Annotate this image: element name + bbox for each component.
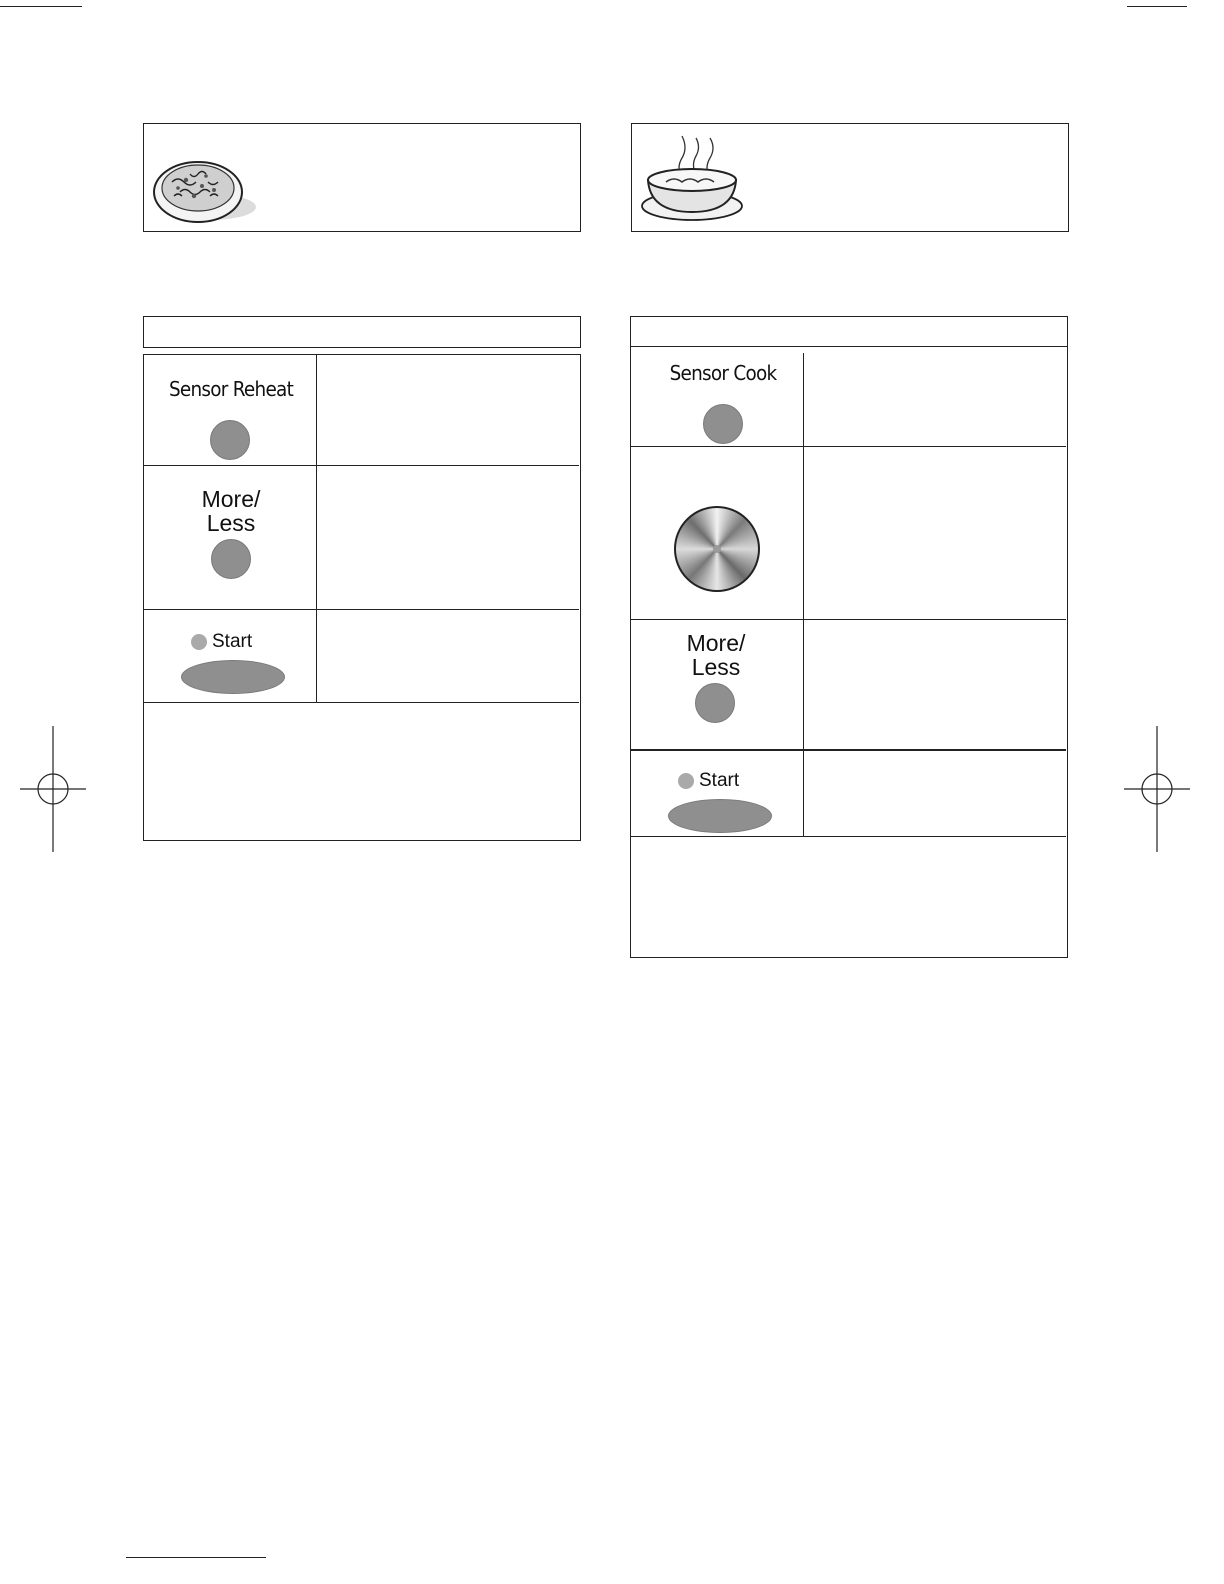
right-row-separator-2 <box>631 619 1066 620</box>
soup-bowl-icon <box>640 128 750 228</box>
left-row-separator-3 <box>144 702 579 703</box>
sensor-cook-button[interactable] <box>703 404 743 444</box>
more-less-button[interactable] <box>695 683 735 723</box>
left-illustration-box <box>143 123 581 232</box>
sensor-reheat-button[interactable] <box>210 420 250 460</box>
more-less-label: More/ Less <box>686 630 746 680</box>
right-steps-table <box>630 346 1068 958</box>
right-table-header <box>630 316 1068 348</box>
right-table-divider <box>803 353 804 836</box>
crop-mark-bottom <box>126 1557 266 1558</box>
plate-of-food-icon <box>150 152 260 226</box>
start-label-row <box>191 631 252 653</box>
start-button[interactable] <box>668 799 772 833</box>
right-row-separator-1 <box>631 446 1066 447</box>
left-table-header <box>143 316 581 348</box>
dial-knob[interactable] <box>674 506 760 592</box>
start-button[interactable] <box>181 660 285 694</box>
more-less-button[interactable] <box>211 539 251 579</box>
start-label-row <box>678 770 739 792</box>
right-row-separator-4 <box>631 836 1066 837</box>
crop-mark-top-right <box>1127 6 1187 7</box>
start-indicator-icon <box>678 773 694 789</box>
more-less-label: More/ Less <box>201 486 261 536</box>
right-illustration-box <box>631 123 1069 232</box>
right-row-separator-3 <box>631 749 1066 751</box>
left-row-separator-1 <box>144 465 579 466</box>
left-steps-table <box>143 354 581 841</box>
start-label: Start <box>699 770 740 791</box>
sensor-reheat-label: Sensor Reheat <box>168 377 294 401</box>
start-label: Start <box>212 631 253 652</box>
registration-mark-left <box>20 726 86 852</box>
sensor-cook-label: Sensor Cook <box>669 361 777 385</box>
start-indicator-icon <box>191 634 207 650</box>
registration-mark-right <box>1124 726 1190 852</box>
left-row-separator-2 <box>144 609 579 610</box>
crop-mark-top-left <box>0 6 82 7</box>
